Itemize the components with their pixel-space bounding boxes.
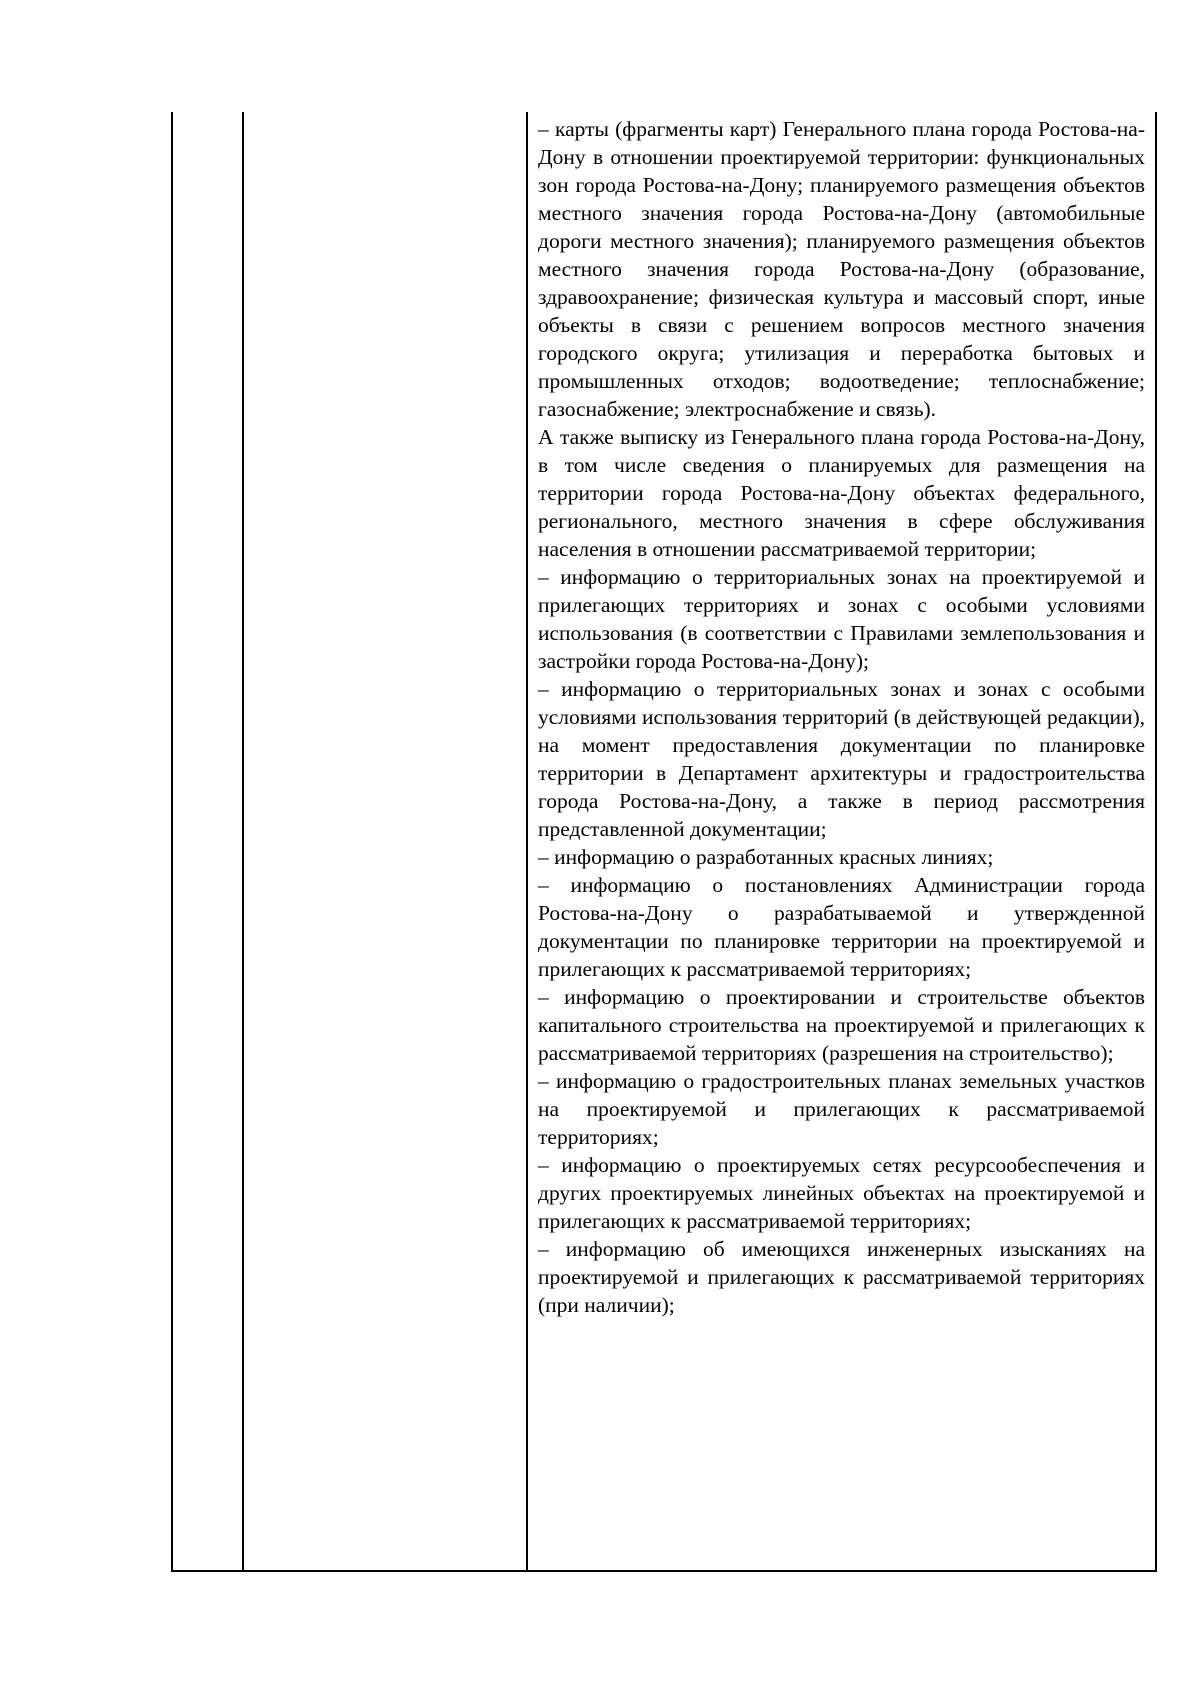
paragraph-general-plan-extract: А также выписку из Генерального плана города Ростова-на-Дону, в том числе сведения о планируемых для размещения на территории города Ростова-на-Дону объектах федерального, регионального, местного значения в сфере обслуживания населения в отношении рассматриваемой территории; (538, 425, 1145, 561)
paragraph-resource-networks: – информацию о проектируемых сетях ресурсообеспечения и других проектируемых линейных объектах на проектируемой и прилегающих к рассматриваемой территориях; (538, 1153, 1145, 1233)
table-row (172, 112, 1156, 1571)
content-cell (527, 112, 1156, 1571)
name-cell (243, 112, 527, 1571)
paragraph-construction-permits: – информацию о проектировании и строительстве объектов капитального строительства на проектируемой и прилегающих к рассматриваемой территориях (разрешения на строительство); (538, 985, 1145, 1065)
paragraph-administration-resolutions: – информацию о постановлениях Администрации города Ростова-на-Дону о разрабатываемой и утвержденной документации по планировке территории на проектируемой и прилегающих к рассматриваемой территориях; (538, 873, 1145, 981)
paragraph-zones-current-edition: – информацию о территориальных зонах и зонах с особыми условиями использования территорий (в действующей редакции), на момент предоставления документации по планировке территории в Департамент архитектуры и градостроительства города Ростова-на-Дону, а также в период рассмотрения представленной документации; (538, 677, 1145, 841)
requirements-table (171, 112, 1157, 1572)
paragraph-engineering-surveys: – информацию об имеющихся инженерных изысканиях на проектируемой и прилегающих к рассматриваемой территориях (при наличии); (538, 1237, 1145, 1317)
paragraph-general-plan-maps: – карты (фрагменты карт) Генерального плана города Ростова-на-Дону в отношении проектируемой территории: функциональных зон города Ростова-на-Дону; планируемого размещения объектов местного значения города Ростова-на-Дону (автомобильные дороги местного значения); планируемого размещения объектов местного значения города Ростова-на-Дону (образование, здравоохранение; физическая культура и массовый спорт, иные объекты в связи с решением вопросов местного значения городского округа; утилизация и переработка бытовых и промышленных отходов; водоотведение; теплоснабжение; газоснабжение; электроснабжение и связь). (538, 117, 1145, 421)
paragraph-urban-plans: – информацию о градостроительных планах земельных участков на проектируемой и прилегающих к рассматриваемой территориях; (538, 1069, 1145, 1149)
number-cell (172, 112, 243, 1571)
content-text (528, 112, 1155, 1319)
paragraph-territorial-zones: – информацию о территориальных зонах на проектируемой и прилегающих территориях и зонах с особыми условиями использования (в соответствии с Правилами землепользования и застройки города Ростова-на-Дону); (538, 565, 1145, 673)
paragraph-red-lines: – информацию о разработанных красных линиях; (538, 845, 994, 869)
